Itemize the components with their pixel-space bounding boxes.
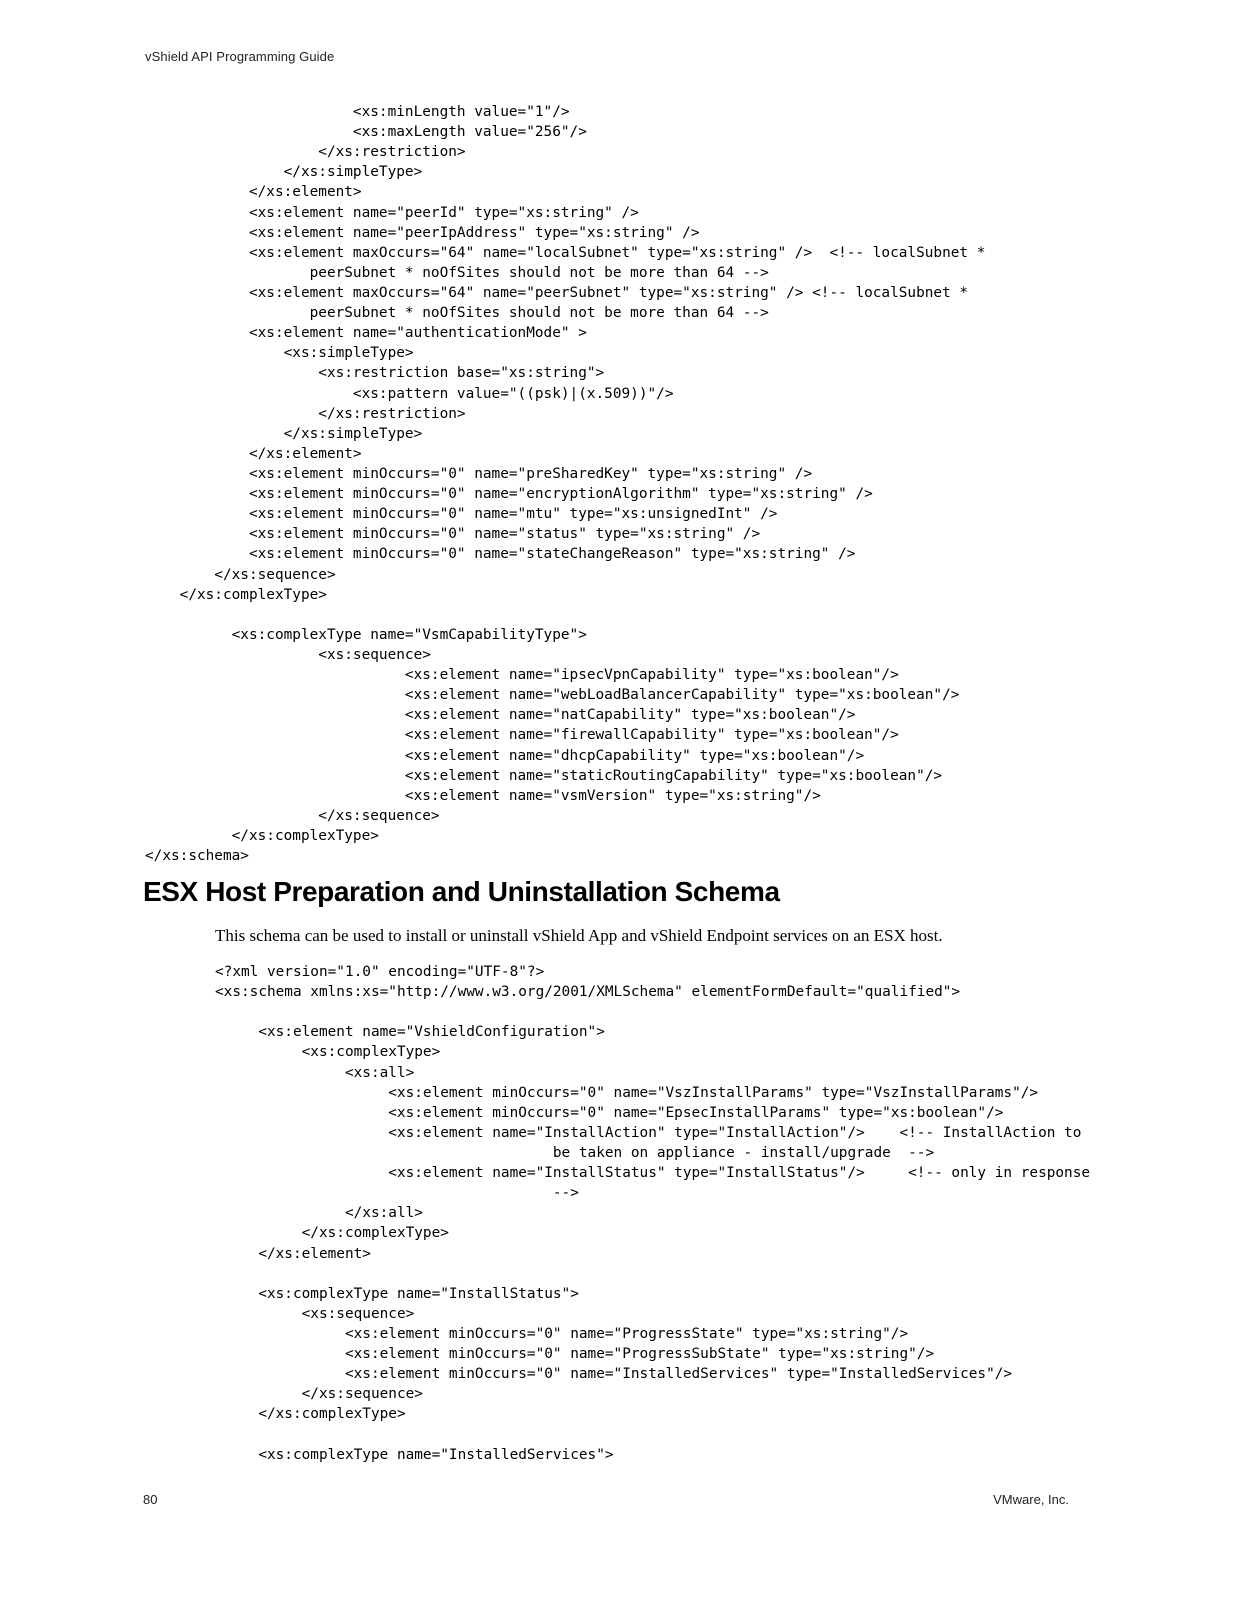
code-line: </xs:complexType> (145, 827, 379, 844)
code-line: <xs:element maxOccurs="64" name="peerSubnet" type="xs:string" /> <!-- localSubnet * (145, 284, 969, 301)
code-line: peerSubnet * noOfSites should not be more than 64 --> (145, 305, 769, 322)
code-line: </xs:restriction> (145, 405, 466, 422)
schema-code-block-esx-host (215, 962, 1090, 1465)
code-line: <xs:element minOccurs="0" name="VszInstallParams" type="VszInstallParams"/> (215, 1084, 1039, 1101)
code-line: </xs:element> (145, 184, 362, 201)
code-line: be taken on appliance - install/upgrade --> (215, 1144, 935, 1161)
schema-code-block-vpn (145, 102, 985, 866)
code-line: </xs:simpleType> (145, 425, 423, 442)
code-line: <xs:element minOccurs="0" name="encryptionAlgorithm" type="xs:string" /> (145, 486, 873, 503)
code-line: <xs:element minOccurs="0" name="InstalledServices" type="InstalledServices"/> (215, 1366, 1013, 1383)
code-line: <xs:element name="peerIpAddress" type="xs:string" /> (145, 224, 700, 241)
code-line: <xs:element name="InstallAction" type="InstallAction"/> <!-- InstallAction to (215, 1124, 1082, 1141)
code-line: <xs:element name="firewallCapability" type="xs:boolean"/> (145, 727, 899, 744)
code-line: </xs:complexType> (145, 586, 327, 603)
footer-company: VMware, Inc. (993, 1492, 1069, 1507)
code-line: <xs:simpleType> (145, 345, 414, 362)
code-line: </xs:complexType> (215, 1225, 449, 1242)
code-line (215, 1425, 1090, 1445)
code-line: <xs:element name="natCapability" type="xs:boolean"/> (145, 707, 856, 724)
code-line: <xs:restriction base="xs:string"> (145, 365, 605, 382)
code-line: <xs:sequence> (215, 1305, 415, 1322)
code-line: </xs:all> (215, 1205, 423, 1222)
code-line: <xs:element minOccurs="0" name="preSharedKey" type="xs:string" /> (145, 465, 813, 482)
code-line: <xs:element name="staticRoutingCapability" type="xs:boolean"/> (145, 767, 943, 784)
code-line: <xs:complexType> (215, 1044, 441, 1061)
code-line: <xs:element name="vsmVersion" type="xs:string"/> (145, 787, 821, 804)
code-line: </xs:complexType> (215, 1406, 406, 1423)
code-line: <xs:complexType name="InstallStatus"> (215, 1285, 579, 1302)
code-line: <xs:complexType name="VsmCapabilityType"> (145, 626, 587, 643)
code-line: <xs:element minOccurs="0" name="stateChangeReason" type="xs:string" /> (145, 546, 856, 563)
code-line: </xs:sequence> (145, 807, 440, 824)
code-line: <xs:minLength value="1"/> (145, 104, 570, 120)
code-line: <xs:element name="peerId" type="xs:string" /> (145, 204, 639, 221)
code-line: <xs:schema xmlns:xs="http://www.w3.org/2001/XMLSchema" elementFormDefault="qualified"> (215, 984, 961, 1001)
code-line: <xs:all> (215, 1064, 415, 1081)
code-line: <xs:element minOccurs="0" name="ProgressState" type="xs:string"/> (215, 1325, 909, 1342)
code-line (145, 605, 985, 625)
code-line: </xs:sequence> (215, 1386, 423, 1403)
code-line: <xs:maxLength value="256"/> (145, 124, 587, 141)
code-line: </xs:restriction> (145, 144, 466, 161)
code-line: </xs:element> (145, 445, 362, 462)
code-line: peerSubnet * noOfSites should not be more than 64 --> (145, 264, 769, 281)
code-line: <xs:complexType name="InstalledServices"> (215, 1446, 614, 1463)
code-line (215, 1264, 1090, 1284)
section-intro-text: This schema can be used to install or uninstall vShield App and vShield Endpoint services on an ESX host. (215, 926, 943, 945)
code-line: <xs:element name="dhcpCapability" type="xs:boolean"/> (145, 747, 865, 764)
code-line: </xs:sequence> (145, 566, 336, 583)
code-line: </xs:simpleType> (145, 164, 423, 181)
code-line: <xs:element name="VshieldConfiguration"> (215, 1024, 605, 1041)
code-line: </xs:element> (215, 1245, 371, 1262)
page-number: 80 (143, 1492, 158, 1507)
code-line: <xs:element minOccurs="0" name="ProgressSubState" type="xs:string"/> (215, 1346, 935, 1363)
code-line: --> (215, 1185, 579, 1202)
code-line (215, 1002, 1090, 1022)
code-line: <xs:element name="authenticationMode" > (145, 325, 587, 342)
code-line: <xs:element minOccurs="0" name="EpsecInstallParams" type="xs:boolean"/> (215, 1104, 1004, 1121)
code-line: <xs:element name="ipsecVpnCapability" type="xs:boolean"/> (145, 667, 899, 684)
code-line: <xs:element maxOccurs="64" name="localSubnet" type="xs:string" /> <!-- localSubnet * (145, 244, 986, 261)
code-line: <xs:element name="webLoadBalancerCapability" type="xs:boolean"/> (145, 687, 960, 704)
running-header: vShield API Programming Guide (145, 49, 335, 64)
section-heading: ESX Host Preparation and Uninstallation Schema (143, 876, 780, 907)
code-line: </xs:schema> (145, 848, 249, 865)
code-line: <?xml version="1.0" encoding="UTF-8"?> (215, 964, 545, 980)
code-line: <xs:element name="InstallStatus" type="InstallStatus"/> <!-- only in response (215, 1165, 1091, 1182)
code-line: <xs:pattern value="((psk)|(x.509))"/> (145, 385, 674, 402)
code-line: <xs:element minOccurs="0" name="mtu" type="xs:unsignedInt" /> (145, 506, 778, 523)
code-line: <xs:sequence> (145, 646, 431, 663)
code-line: <xs:element minOccurs="0" name="status" type="xs:string" /> (145, 526, 761, 543)
